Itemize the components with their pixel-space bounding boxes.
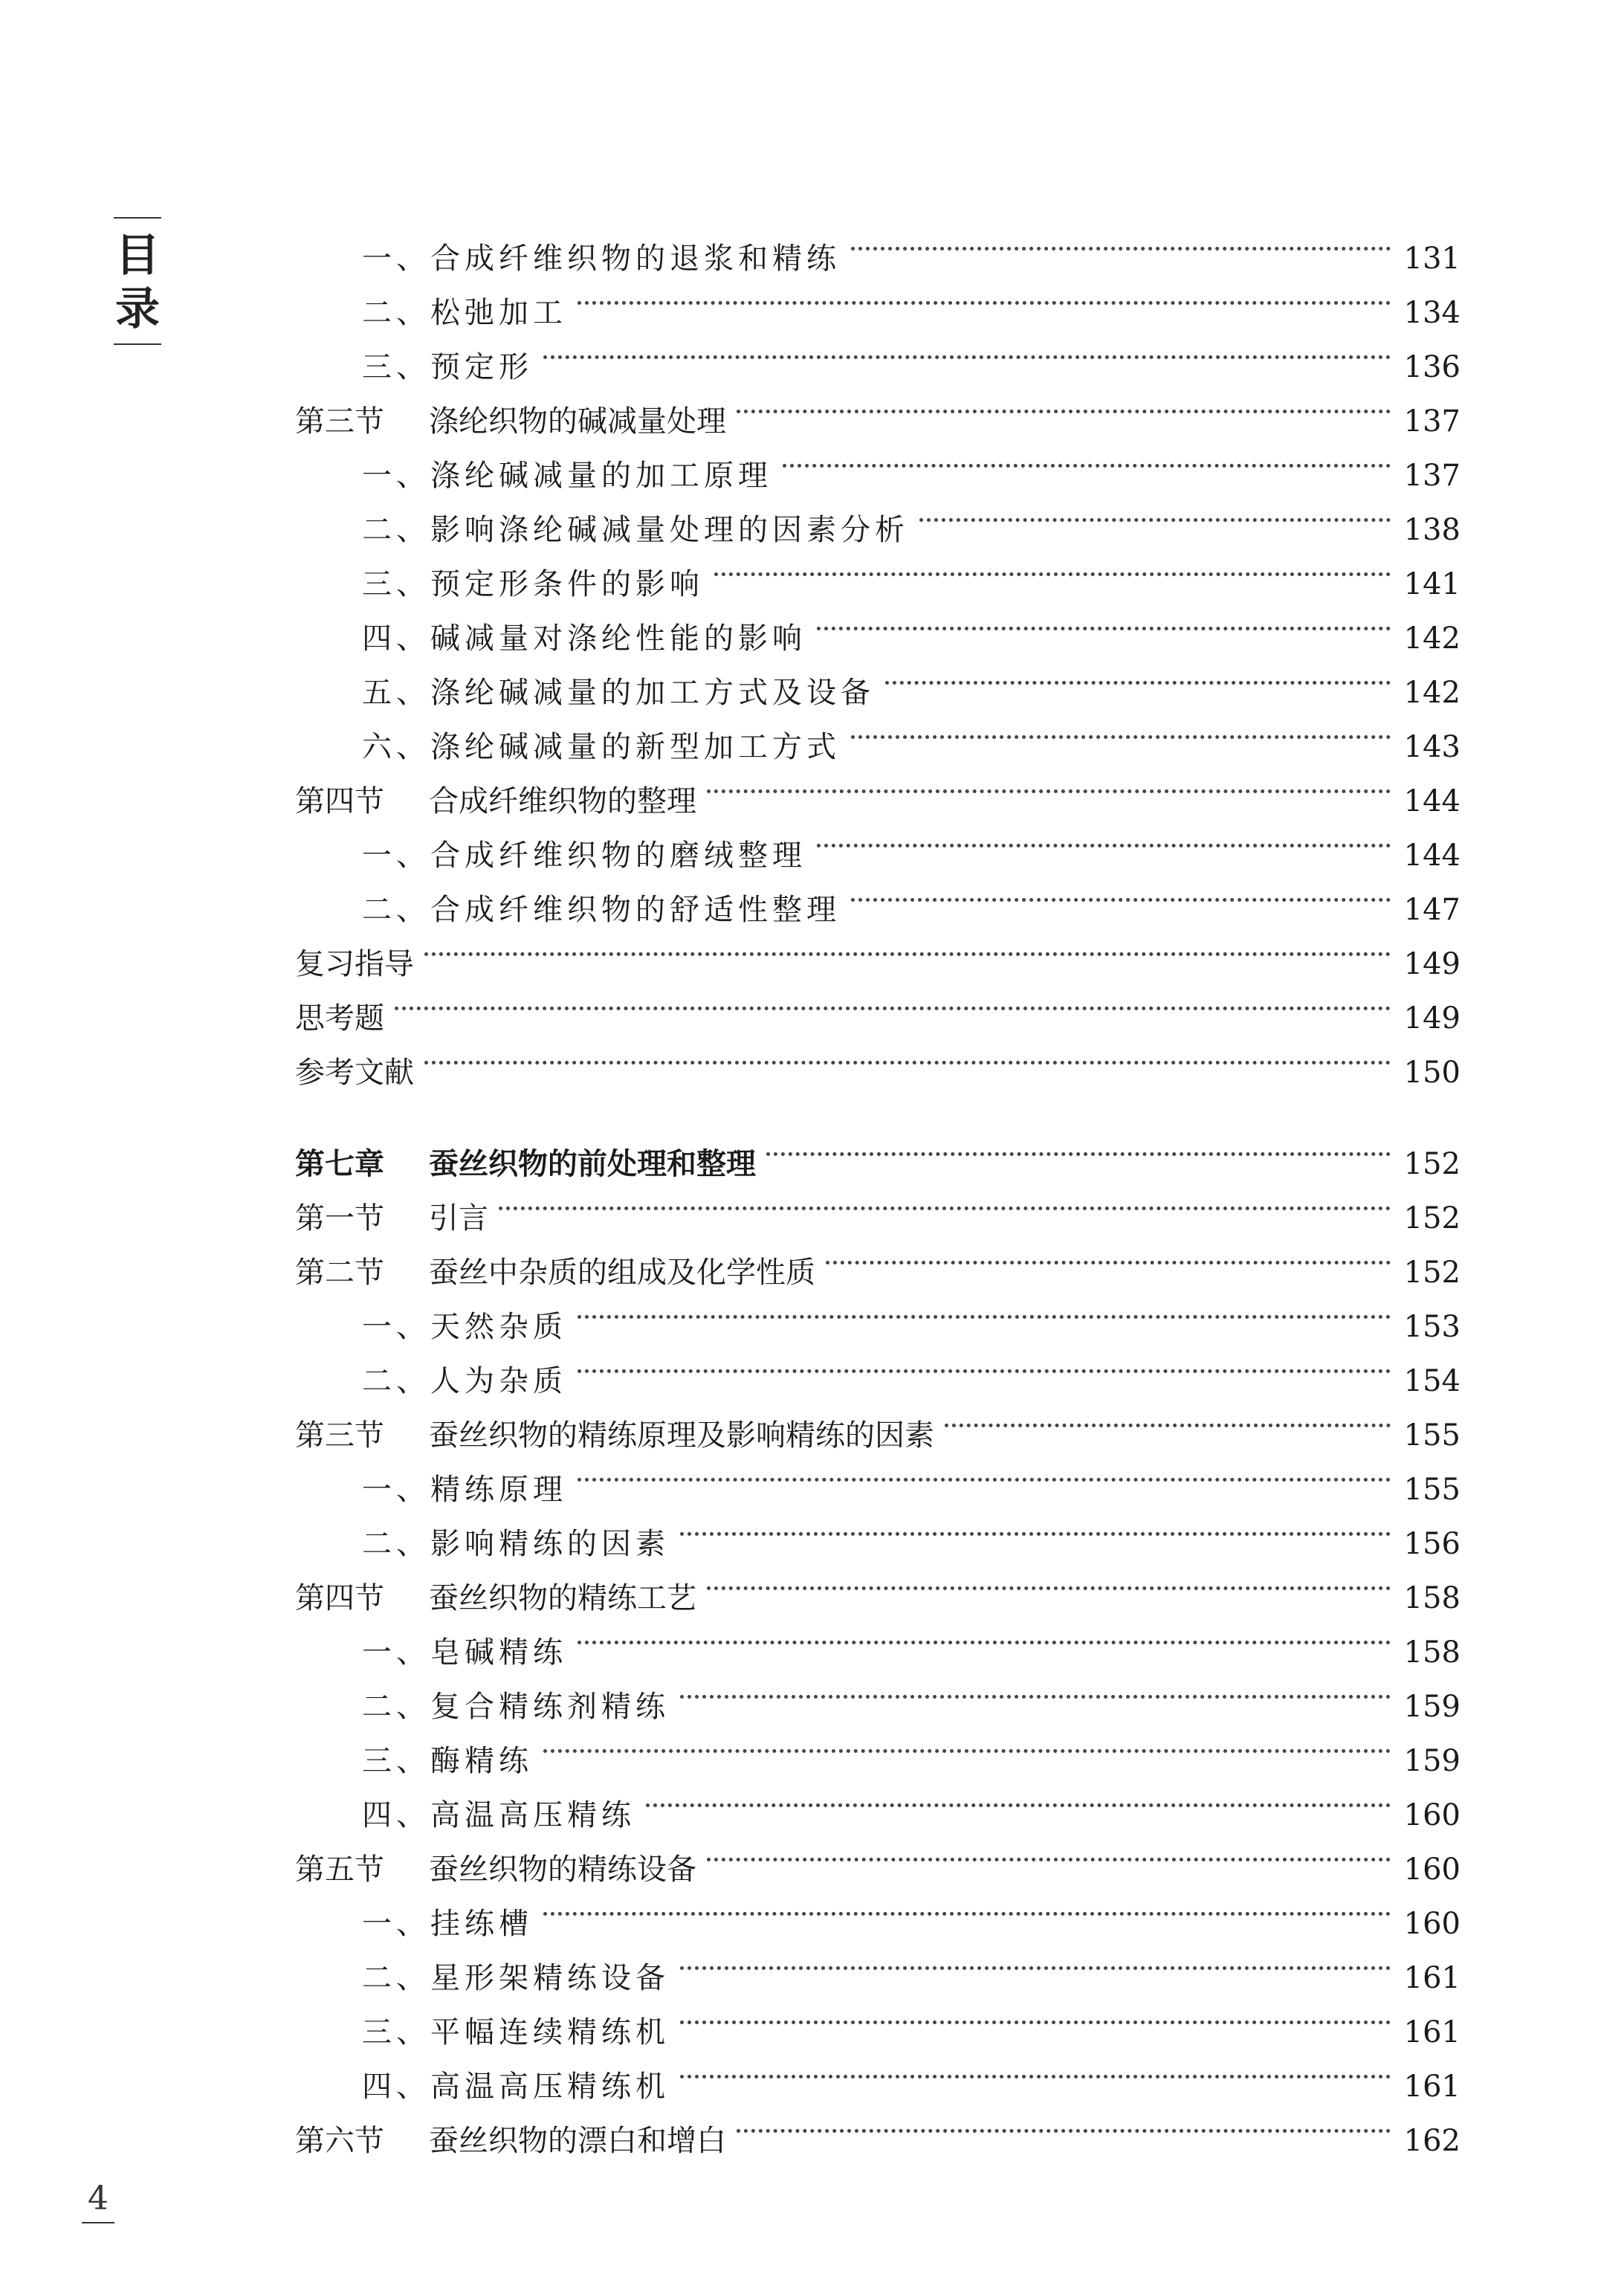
section-number: 第四节 bbox=[295, 784, 384, 818]
toc-entry-section[interactable] bbox=[295, 1174, 1460, 1235]
toc-entry-label: 一、精练原理 bbox=[362, 1473, 567, 1507]
toc-entry-page-number: 155 bbox=[1403, 1418, 1460, 1453]
toc-entry-label: 一、合成纤维织物的磨绒整理 bbox=[362, 839, 806, 873]
toc-entry-label: 合成纤维织物的整理 bbox=[429, 784, 696, 818]
toc-entry-misc[interactable] bbox=[295, 974, 1460, 1036]
toc-entry-page-number: 147 bbox=[1403, 893, 1460, 927]
toc-entry-label: 三、酶精练 bbox=[362, 1744, 533, 1778]
dot-leader bbox=[783, 431, 1395, 485]
toc-entry-page-number: 153 bbox=[1403, 1310, 1460, 1344]
toc-entry-section[interactable] bbox=[295, 1391, 1460, 1453]
toc-entry-page-number: 161 bbox=[1403, 2070, 1460, 2104]
toc-entry-item[interactable] bbox=[295, 214, 1460, 276]
toc-entry-page-number: 160 bbox=[1403, 1798, 1460, 1832]
toc-entry-item[interactable] bbox=[295, 268, 1460, 330]
toc-entry-item[interactable] bbox=[295, 1282, 1460, 1344]
dot-leader bbox=[919, 485, 1395, 540]
dot-leader bbox=[578, 1445, 1395, 1499]
toc-entry-page-number: 159 bbox=[1403, 1690, 1460, 1724]
section-number: 第三节 bbox=[295, 1418, 384, 1453]
toc-entry-label: 三、预定形 bbox=[362, 350, 533, 384]
toc-entry-page-number: 160 bbox=[1403, 1853, 1460, 1887]
toc-entry-page-number: 136 bbox=[1403, 350, 1460, 384]
toc-entry-label: 二、影响涤纶碱减量处理的因素分析 bbox=[362, 513, 909, 547]
toc-entry-page-number: 152 bbox=[1403, 1256, 1460, 1290]
toc-entry-page-number: 158 bbox=[1403, 1581, 1460, 1615]
toc-entry-page-number: 160 bbox=[1403, 1907, 1460, 1941]
dot-leader bbox=[851, 865, 1395, 920]
dot-leader bbox=[646, 1771, 1395, 1825]
dot-leader bbox=[424, 1028, 1395, 1082]
side-tab-bottom-rule bbox=[114, 343, 161, 345]
dot-leader bbox=[578, 1608, 1395, 1662]
toc-entry-item[interactable] bbox=[295, 540, 1460, 601]
dot-leader bbox=[499, 1174, 1395, 1228]
toc-entry-page-number: 138 bbox=[1403, 513, 1460, 547]
toc-entry-item[interactable] bbox=[295, 1988, 1460, 2049]
toc-entry-label: 一、皂碱精练 bbox=[362, 1635, 567, 1670]
dot-leader bbox=[680, 1499, 1395, 1554]
toc-entry-label: 蚕丝织物的精练原理及影响精练的因素 bbox=[429, 1418, 934, 1453]
dot-leader bbox=[395, 974, 1395, 1028]
toc-entry-label: 二、影响精练的因素 bbox=[362, 1527, 670, 1561]
page-number bbox=[82, 2180, 114, 2223]
toc-entry-label: 三、平幅连续精练机 bbox=[362, 2015, 670, 2049]
toc-entry-label: 蚕丝织物的前处理和整理 bbox=[429, 1147, 756, 1181]
toc-title-char-2: 录 bbox=[115, 283, 160, 335]
dot-leader bbox=[578, 1337, 1395, 1391]
dot-leader bbox=[817, 811, 1395, 865]
toc-title-char-1: 目 bbox=[115, 230, 160, 282]
toc-entry-page-number: 149 bbox=[1403, 947, 1460, 981]
toc-entry-label: 蚕丝织物的漂白和增白 bbox=[429, 2124, 726, 2158]
dot-leader bbox=[766, 1120, 1395, 1174]
toc-entry-label: 复习指导 bbox=[295, 947, 414, 981]
toc-entry-label: 一、挂练槽 bbox=[362, 1907, 533, 1941]
dot-leader bbox=[885, 648, 1395, 702]
dot-leader bbox=[543, 323, 1395, 377]
toc-entry-label: 二、星形架精练设备 bbox=[362, 1961, 670, 1995]
toc-entry-label: 二、人为杂质 bbox=[362, 1364, 567, 1398]
chapter-number: 第七章 bbox=[295, 1147, 384, 1181]
toc-entry-page-number: 159 bbox=[1403, 1744, 1460, 1778]
dot-leader bbox=[817, 594, 1395, 648]
dot-leader bbox=[737, 2096, 1395, 2151]
toc-title bbox=[114, 219, 161, 343]
toc-entry-page-number: 137 bbox=[1403, 459, 1460, 493]
toc-entry-page-number: 131 bbox=[1403, 242, 1460, 276]
toc-entry-page-number: 150 bbox=[1403, 1056, 1460, 1090]
toc-entry-page-number: 156 bbox=[1403, 1527, 1460, 1561]
toc-entry-label: 思考题 bbox=[295, 1001, 384, 1036]
toc-entry-item[interactable] bbox=[295, 1934, 1460, 1995]
toc-entry-page-number: 134 bbox=[1403, 296, 1460, 330]
toc-entry-item[interactable] bbox=[295, 865, 1460, 927]
toc-entry-item[interactable] bbox=[295, 1608, 1460, 1670]
toc-entry-page-number: 152 bbox=[1403, 1147, 1460, 1181]
toc-entry-section[interactable] bbox=[295, 377, 1460, 439]
toc-entry-item[interactable] bbox=[295, 702, 1460, 764]
toc-entry-chapter[interactable] bbox=[295, 1120, 1460, 1181]
toc-entry-item[interactable] bbox=[295, 1337, 1460, 1398]
toc-entry-item[interactable] bbox=[295, 594, 1460, 656]
dot-leader bbox=[680, 2042, 1395, 2096]
toc-entry-page-number: 155 bbox=[1403, 1473, 1460, 1507]
page-number-underline bbox=[82, 2222, 114, 2223]
toc-entry-section[interactable] bbox=[295, 1825, 1460, 1887]
toc-entry-label: 一、涤纶碱减量的加工原理 bbox=[362, 459, 772, 493]
toc-entry-page-number: 144 bbox=[1403, 839, 1460, 873]
dot-leader bbox=[578, 268, 1395, 323]
toc-entry-item[interactable] bbox=[295, 1879, 1460, 1941]
toc-entry-page-number: 152 bbox=[1403, 1201, 1460, 1235]
dot-leader bbox=[851, 214, 1395, 268]
table-of-contents bbox=[295, 214, 1460, 2158]
toc-entry-label: 参考文献 bbox=[295, 1056, 414, 1090]
dot-leader bbox=[680, 1662, 1395, 1716]
toc-entry-page-number: 161 bbox=[1403, 2015, 1460, 2049]
toc-entry-item[interactable] bbox=[295, 1445, 1460, 1507]
dot-leader bbox=[578, 1282, 1395, 1337]
toc-entry-label: 一、合成纤维织物的退浆和精练 bbox=[362, 242, 841, 276]
page-number-text: 4 bbox=[88, 2180, 109, 2218]
dot-leader bbox=[680, 1988, 1395, 2042]
dot-leader bbox=[543, 1879, 1395, 1934]
section-number: 第五节 bbox=[295, 1853, 384, 1887]
dot-leader bbox=[826, 1228, 1395, 1282]
toc-entry-label: 四、高温高压精练 bbox=[362, 1798, 635, 1832]
toc-entry-page-number: 158 bbox=[1403, 1635, 1460, 1670]
toc-entry-label: 三、预定形条件的影响 bbox=[362, 567, 704, 601]
toc-entry-page-number: 162 bbox=[1403, 2124, 1460, 2158]
dot-leader bbox=[707, 757, 1395, 811]
toc-entry-label: 蚕丝织物的精练工艺 bbox=[429, 1581, 696, 1615]
toc-entry-item[interactable] bbox=[295, 1716, 1460, 1778]
toc-entry-label: 涤纶织物的碱减量处理 bbox=[429, 404, 726, 439]
toc-entry-misc[interactable] bbox=[295, 920, 1460, 981]
toc-entry-label: 蚕丝中杂质的组成及化学性质 bbox=[429, 1256, 815, 1290]
toc-entry-item[interactable] bbox=[295, 2042, 1460, 2104]
section-number: 第三节 bbox=[295, 404, 384, 439]
toc-entry-label: 引言 bbox=[429, 1201, 488, 1235]
toc-entry-page-number: 142 bbox=[1403, 621, 1460, 656]
toc-entry-section[interactable] bbox=[295, 1228, 1460, 1290]
toc-entry-label: 一、天然杂质 bbox=[362, 1310, 567, 1344]
toc-entry-label: 四、碱减量对涤纶性能的影响 bbox=[362, 621, 806, 656]
toc-entry-label: 二、复合精练剂精练 bbox=[362, 1690, 670, 1724]
dot-leader bbox=[424, 920, 1395, 974]
toc-entry-page-number: 149 bbox=[1403, 1001, 1460, 1036]
toc-entry-page-number: 142 bbox=[1403, 676, 1460, 710]
toc-entry-section[interactable] bbox=[295, 757, 1460, 818]
toc-entry-label: 二、合成纤维织物的舒适性整理 bbox=[362, 893, 841, 927]
toc-entry-page-number: 161 bbox=[1403, 1961, 1460, 1995]
dot-leader bbox=[945, 1391, 1395, 1445]
toc-entry-label: 蚕丝织物的精练设备 bbox=[429, 1853, 696, 1887]
toc-entry-item[interactable] bbox=[295, 1771, 1460, 1832]
toc-entry-label: 二、松弛加工 bbox=[362, 296, 567, 330]
toc-entry-page-number: 154 bbox=[1403, 1364, 1460, 1398]
toc-entry-item[interactable] bbox=[295, 323, 1460, 384]
section-number: 第二节 bbox=[295, 1256, 384, 1290]
toc-side-tab bbox=[114, 217, 161, 345]
dot-leader bbox=[707, 1554, 1395, 1608]
toc-entry-section[interactable] bbox=[295, 2096, 1460, 2158]
toc-entry-page-number: 137 bbox=[1403, 404, 1460, 439]
section-number: 第六节 bbox=[295, 2124, 384, 2158]
toc-entry-page-number: 144 bbox=[1403, 784, 1460, 818]
dot-leader bbox=[680, 1934, 1395, 1988]
toc-entry-item[interactable] bbox=[295, 1662, 1460, 1724]
dot-leader bbox=[707, 1825, 1395, 1879]
toc-entry-label: 六、涤纶碱减量的新型加工方式 bbox=[362, 730, 841, 764]
toc-entry-page-number: 143 bbox=[1403, 730, 1460, 764]
toc-entry-item[interactable] bbox=[295, 431, 1460, 493]
toc-entry-misc[interactable] bbox=[295, 1028, 1460, 1090]
toc-entry-item[interactable] bbox=[295, 648, 1460, 710]
dot-leader bbox=[543, 1716, 1395, 1771]
toc-entry-item[interactable] bbox=[295, 1499, 1460, 1561]
dot-leader bbox=[851, 702, 1395, 757]
section-number: 第四节 bbox=[295, 1581, 384, 1615]
toc-entry-item[interactable] bbox=[295, 485, 1460, 547]
toc-entry-label: 五、涤纶碱减量的加工方式及设备 bbox=[362, 676, 875, 710]
section-number: 第一节 bbox=[295, 1201, 384, 1235]
toc-entry-page-number: 141 bbox=[1403, 567, 1460, 601]
toc-entry-item[interactable] bbox=[295, 811, 1460, 873]
toc-entry-label: 四、高温高压精练机 bbox=[362, 2070, 670, 2104]
dot-leader bbox=[714, 540, 1395, 594]
dot-leader bbox=[737, 377, 1395, 431]
toc-entry-section[interactable] bbox=[295, 1554, 1460, 1615]
